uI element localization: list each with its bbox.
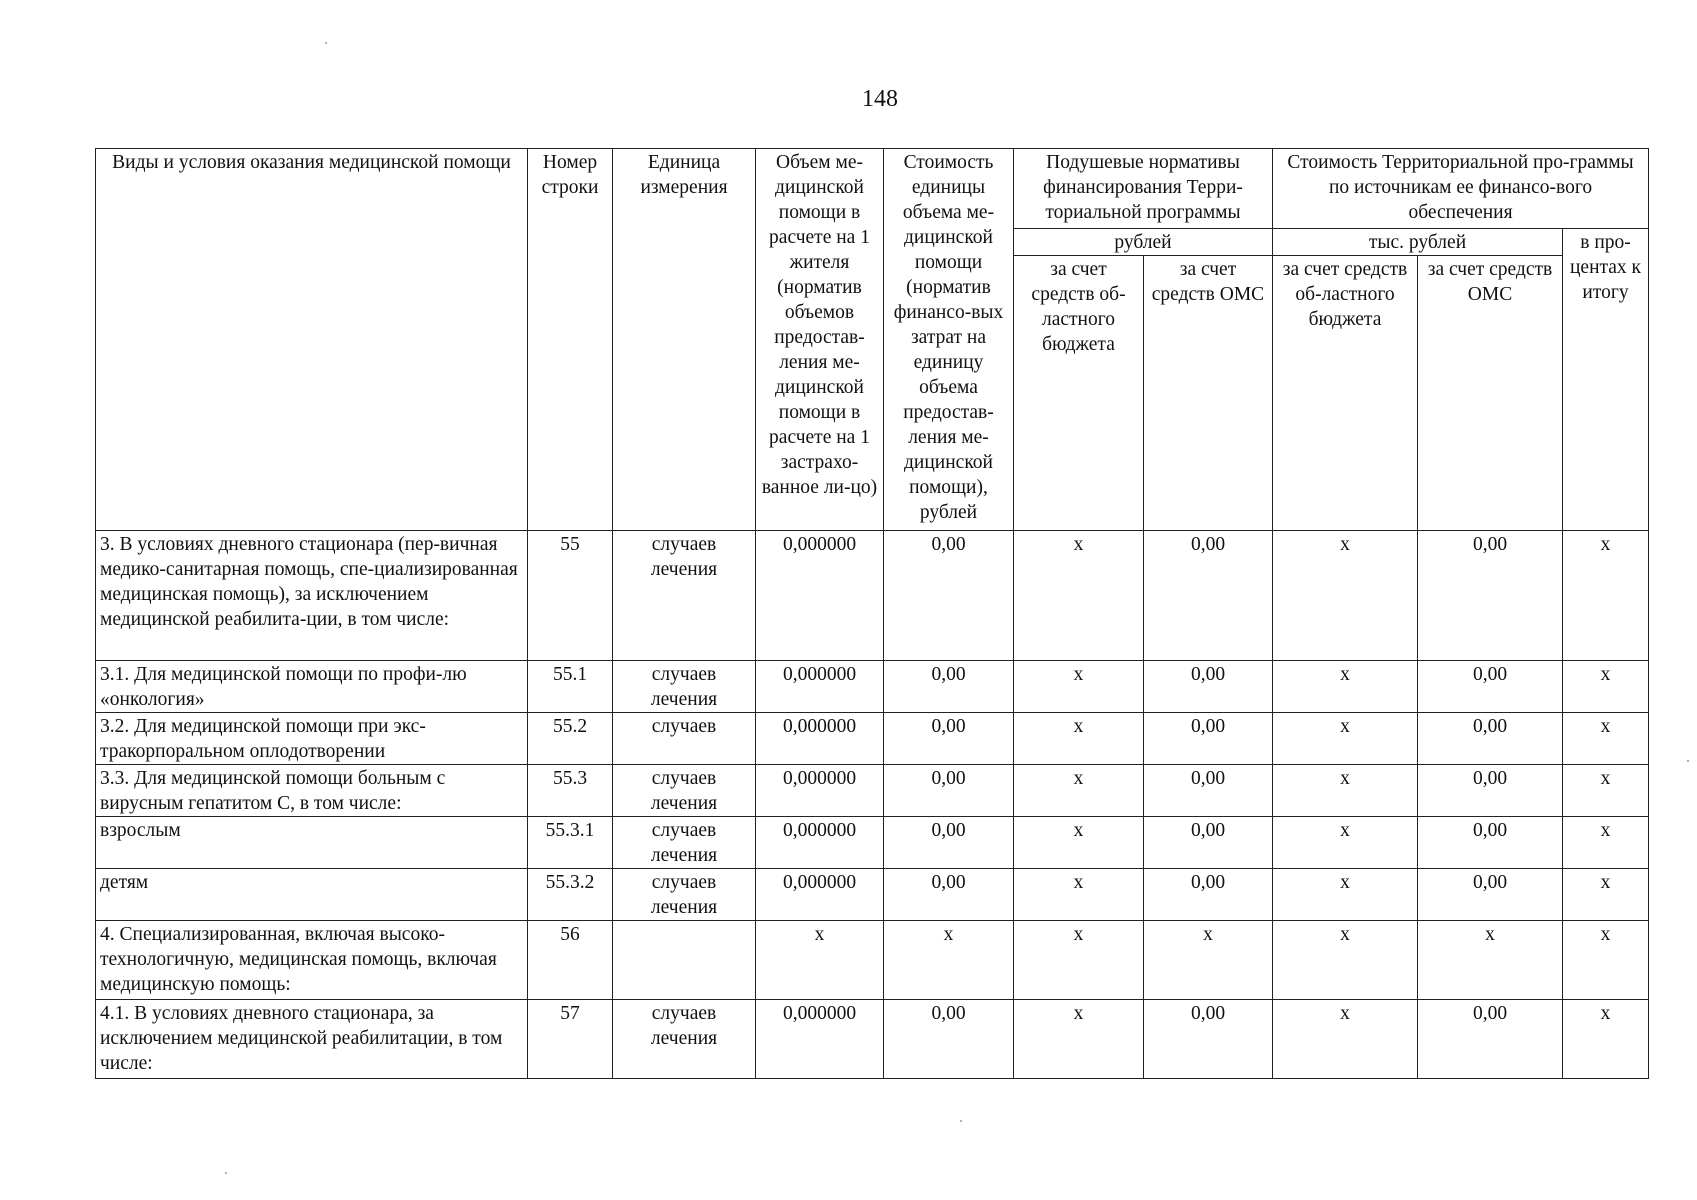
row-unit: случаев лечения bbox=[613, 1000, 756, 1079]
header-program-budget: за счет средств об-ластного бюджета bbox=[1273, 256, 1418, 531]
header-per-capita: Подушевые нормативы финансирования Терри-ториальной программы bbox=[1014, 149, 1273, 229]
header-unit: Единица измерения bbox=[613, 149, 756, 531]
row-program-oms: х bbox=[1418, 921, 1563, 1000]
row-program-budget: х bbox=[1273, 1000, 1418, 1079]
row-program-budget: х bbox=[1273, 661, 1418, 713]
row-name: детям bbox=[96, 869, 528, 921]
row-volume: 0,000000 bbox=[756, 765, 884, 817]
row-number: 55.2 bbox=[528, 713, 613, 765]
row-program-oms: 0,00 bbox=[1418, 817, 1563, 869]
table-row bbox=[96, 1000, 1649, 1079]
row-name: 3. В условиях дневного стационара (пер-вичная медико-санитарная помощь, спе-циализированная медицинская помощь), за исключением медицинской реабилита-ции, в том числе: bbox=[96, 531, 528, 661]
table-row bbox=[96, 869, 1649, 921]
table-row bbox=[96, 531, 1649, 661]
header-volume: Объем ме-дицинской помощи в расчете на 1 жителя (норматив объемов предостав-ления ме-дицинской помощи в расчете на 1 застрахо-ванное ли-цо) bbox=[756, 149, 884, 531]
row-volume: 0,000000 bbox=[756, 713, 884, 765]
row-program-budget: х bbox=[1273, 531, 1418, 661]
table-row bbox=[96, 921, 1649, 1000]
header-per-capita-oms: за счет средств ОМС bbox=[1144, 256, 1273, 531]
row-name: 4. Специализированная, включая высоко-технологичную, медицинская помощь, включая медицинскую помощь: bbox=[96, 921, 528, 1000]
scan-speck bbox=[325, 42, 327, 44]
row-percent: х bbox=[1563, 713, 1649, 765]
row-name: 3.3. Для медицинской помощи больным с вирусным гепатитом С, в том числе: bbox=[96, 765, 528, 817]
row-volume: 0,000000 bbox=[756, 869, 884, 921]
row-per-capita-oms: 0,00 bbox=[1144, 869, 1273, 921]
row-per-capita-budget: х bbox=[1014, 1000, 1144, 1079]
row-program-oms: 0,00 bbox=[1418, 531, 1563, 661]
table-row bbox=[96, 713, 1649, 765]
row-program-budget: х bbox=[1273, 921, 1418, 1000]
row-per-capita-budget: х bbox=[1014, 661, 1144, 713]
header-unit-cost: Стоимость единицы объема ме-дицинской помощи (норматив финансо-вых затрат на единицу объема предостав-ления ме-дицинской помощи), рублей bbox=[884, 149, 1014, 531]
row-unit: случаев лечения bbox=[613, 661, 756, 713]
row-percent: х bbox=[1563, 531, 1649, 661]
row-per-capita-oms: 0,00 bbox=[1144, 1000, 1273, 1079]
row-percent: х bbox=[1563, 765, 1649, 817]
row-cost: 0,00 bbox=[884, 869, 1014, 921]
row-program-oms: 0,00 bbox=[1418, 1000, 1563, 1079]
row-per-capita-oms: 0,00 bbox=[1144, 713, 1273, 765]
header-program-cost-unit: тыс. рублей bbox=[1273, 229, 1563, 256]
row-per-capita-budget: х bbox=[1014, 765, 1144, 817]
row-volume: 0,000000 bbox=[756, 531, 884, 661]
row-volume: 0,000000 bbox=[756, 661, 884, 713]
header-program-cost: Стоимость Территориальной про-граммы по источникам ее финансо-вого обеспечения bbox=[1273, 149, 1649, 229]
table-row bbox=[96, 817, 1649, 869]
row-volume: х bbox=[756, 921, 884, 1000]
table-row bbox=[96, 765, 1649, 817]
row-name: взрослым bbox=[96, 817, 528, 869]
page-number: 148 bbox=[862, 86, 898, 112]
scan-speck bbox=[960, 1120, 962, 1122]
row-per-capita-budget: х bbox=[1014, 531, 1144, 661]
row-per-capita-oms: х bbox=[1144, 921, 1273, 1000]
row-program-budget: х bbox=[1273, 765, 1418, 817]
row-unit: случаев лечения bbox=[613, 869, 756, 921]
row-unit: случаев bbox=[613, 713, 756, 765]
row-volume: 0,000000 bbox=[756, 1000, 884, 1079]
header-per-capita-unit: рублей bbox=[1014, 229, 1273, 256]
row-percent: х bbox=[1563, 661, 1649, 713]
row-program-oms: 0,00 bbox=[1418, 869, 1563, 921]
row-name: 4.1. В условиях дневного стационара, за исключением медицинской реабилитации, в том числе: bbox=[96, 1000, 528, 1079]
row-program-budget: х bbox=[1273, 869, 1418, 921]
row-per-capita-budget: х bbox=[1014, 921, 1144, 1000]
scan-speck bbox=[1687, 760, 1689, 762]
row-unit: случаев лечения bbox=[613, 817, 756, 869]
row-number: 57 bbox=[528, 1000, 613, 1079]
row-percent: х bbox=[1563, 921, 1649, 1000]
financing-table bbox=[95, 148, 1649, 1079]
header-program-oms: за счет средств ОМС bbox=[1418, 256, 1563, 531]
row-number: 55.3.1 bbox=[528, 817, 613, 869]
row-cost: х bbox=[884, 921, 1014, 1000]
row-number: 55.1 bbox=[528, 661, 613, 713]
row-per-capita-budget: х bbox=[1014, 713, 1144, 765]
table-row bbox=[96, 661, 1649, 713]
row-percent: х bbox=[1563, 817, 1649, 869]
row-unit: случаев лечения bbox=[613, 531, 756, 661]
row-per-capita-oms: 0,00 bbox=[1144, 817, 1273, 869]
row-program-oms: 0,00 bbox=[1418, 661, 1563, 713]
row-program-oms: 0,00 bbox=[1418, 713, 1563, 765]
row-number: 55.3 bbox=[528, 765, 613, 817]
row-name: 3.1. Для медицинской помощи по профи-лю «онкология» bbox=[96, 661, 528, 713]
row-program-oms: 0,00 bbox=[1418, 765, 1563, 817]
row-volume: 0,000000 bbox=[756, 817, 884, 869]
row-unit bbox=[613, 921, 756, 1000]
row-name: 3.2. Для медицинской помощи при экс-тракорпоральном оплодотворении bbox=[96, 713, 528, 765]
row-cost: 0,00 bbox=[884, 765, 1014, 817]
row-cost: 0,00 bbox=[884, 817, 1014, 869]
row-unit: случаев лечения bbox=[613, 765, 756, 817]
row-percent: х bbox=[1563, 869, 1649, 921]
header-row-number: Номер строки bbox=[528, 149, 613, 531]
header-percent-total: в про-центах к итогу bbox=[1563, 229, 1649, 531]
row-number: 55.3.2 bbox=[528, 869, 613, 921]
row-cost: 0,00 bbox=[884, 1000, 1014, 1079]
row-cost: 0,00 bbox=[884, 661, 1014, 713]
row-per-capita-budget: х bbox=[1014, 869, 1144, 921]
row-percent: х bbox=[1563, 1000, 1649, 1079]
row-number: 56 bbox=[528, 921, 613, 1000]
row-per-capita-budget: х bbox=[1014, 817, 1144, 869]
header-kinds: Виды и условия оказания медицинской помощи bbox=[96, 149, 528, 531]
scan-speck bbox=[225, 1172, 227, 1174]
row-per-capita-oms: 0,00 bbox=[1144, 531, 1273, 661]
row-cost: 0,00 bbox=[884, 713, 1014, 765]
header-per-capita-budget: за счет средств об-ластного бюджета bbox=[1014, 256, 1144, 531]
row-program-budget: х bbox=[1273, 713, 1418, 765]
row-program-budget: х bbox=[1273, 817, 1418, 869]
row-number: 55 bbox=[528, 531, 613, 661]
row-per-capita-oms: 0,00 bbox=[1144, 765, 1273, 817]
row-per-capita-oms: 0,00 bbox=[1144, 661, 1273, 713]
row-cost: 0,00 bbox=[884, 531, 1014, 661]
